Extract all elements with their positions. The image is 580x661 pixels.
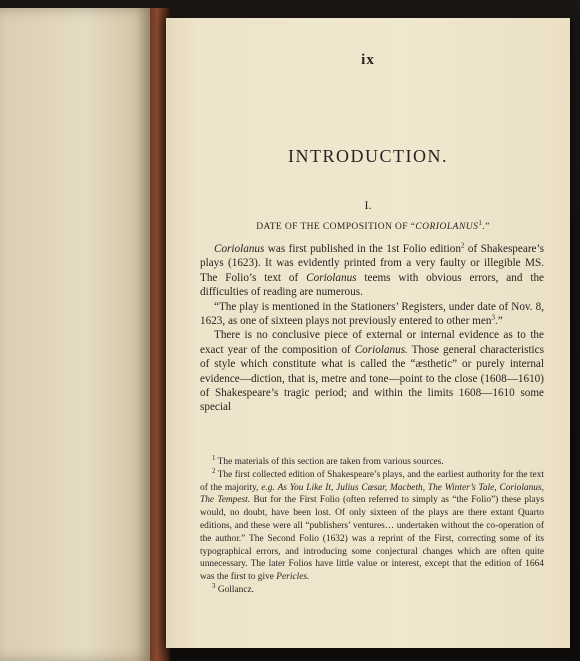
footnote-segment: 3 [212,581,216,590]
footnote-segment: As You Like It, Julius Cæsar, Macbeth, The Winter’s Tale, Coriolanus, The Tempest. [200,482,544,506]
paragraph-segment: was first published in the 1st Folio edition [264,243,461,255]
footnote-segment: e.g. [261,482,275,493]
footnote-segment: 2 [212,466,216,475]
footnotes [200,453,544,597]
footnote-segment: The first collected edition of Shakespeare’s plays, and the earliest authority for the text of the majority, [200,469,544,493]
paragraph-segment: Coriolanus. [354,343,408,356]
section-heading [196,218,550,232]
paragraph-segment: There is no conclusive piece of external or internal evidence as to the exact year of the composition of [200,329,544,356]
paragraph-segment: teems with obvious errors, and the difficulties of reading are numerous. [200,271,545,299]
page-title: INTRODUCTION. [288,146,448,166]
section-heading-marker: 1 [478,218,483,227]
section-heading-play: CORIOLANUS [415,222,479,232]
paragraph-segment: 3 [491,313,495,322]
footnote-segment: The materials of this section are taken from various sources. [215,457,444,467]
footnote-segment: But for the First Folio (often referred to simply as “the Folio”) these plays would, no doubt, have been lost. Of only sixteen of the plays are there extant Quarto editions, and these were all “publishers’ ventures… undertaken without the co-operation of the author.” The Second Folio (1632) was a reprint of the First, correcting some of its typographical errors, and introducing some conjectural changes which are often quite unnecessary. The later Folios have little value or interest, except that the edition of 1664 was the first to give [200,495,544,583]
paragraph-segment: Coriolanus [214,243,265,255]
footnote-segment: 1 [212,453,216,462]
paragraph-segment: “The play is mentioned in the Stationers’ Registers, under date of Nov. 8, 1623, as one of sixteen plays not previously entered to other men [200,300,544,328]
paragraph-segment: Coriolanus [306,271,357,284]
paragraph-segment: .” [494,315,503,328]
paragraph [200,300,544,329]
paragraph-segment: 2 [460,241,465,250]
footnote [200,453,544,469]
paragraph-segment: Those general characteristics of style which constitute what is called the “æsthetic” or purely internal evidence—diction, that is, metre and tone—point to the close (1608—1610) of Shakespeare’s tragic period; and within the limits 1608—1610 some special [200,343,544,414]
paragraph [200,242,544,300]
body-text [200,242,544,415]
section-heading-suffix: .” [482,222,490,232]
paragraph-segment: of Shakespeare’s plays (1623). It was evidently printed from a very faulty or illegible MS. The Folio’s text of [200,243,544,284]
section-number: I. [364,198,372,212]
footnote-segment: Gollancz. [215,584,255,595]
left-page [0,8,152,661]
book-page [166,18,570,648]
footnote-segment: Pericles. [276,572,310,583]
footnote [200,466,544,584]
page-number: ix [361,52,375,68]
footnote [200,581,544,597]
paragraph [200,328,544,414]
section-heading-prefix: DATE OF THE COMPOSITION OF “ [256,222,416,232]
